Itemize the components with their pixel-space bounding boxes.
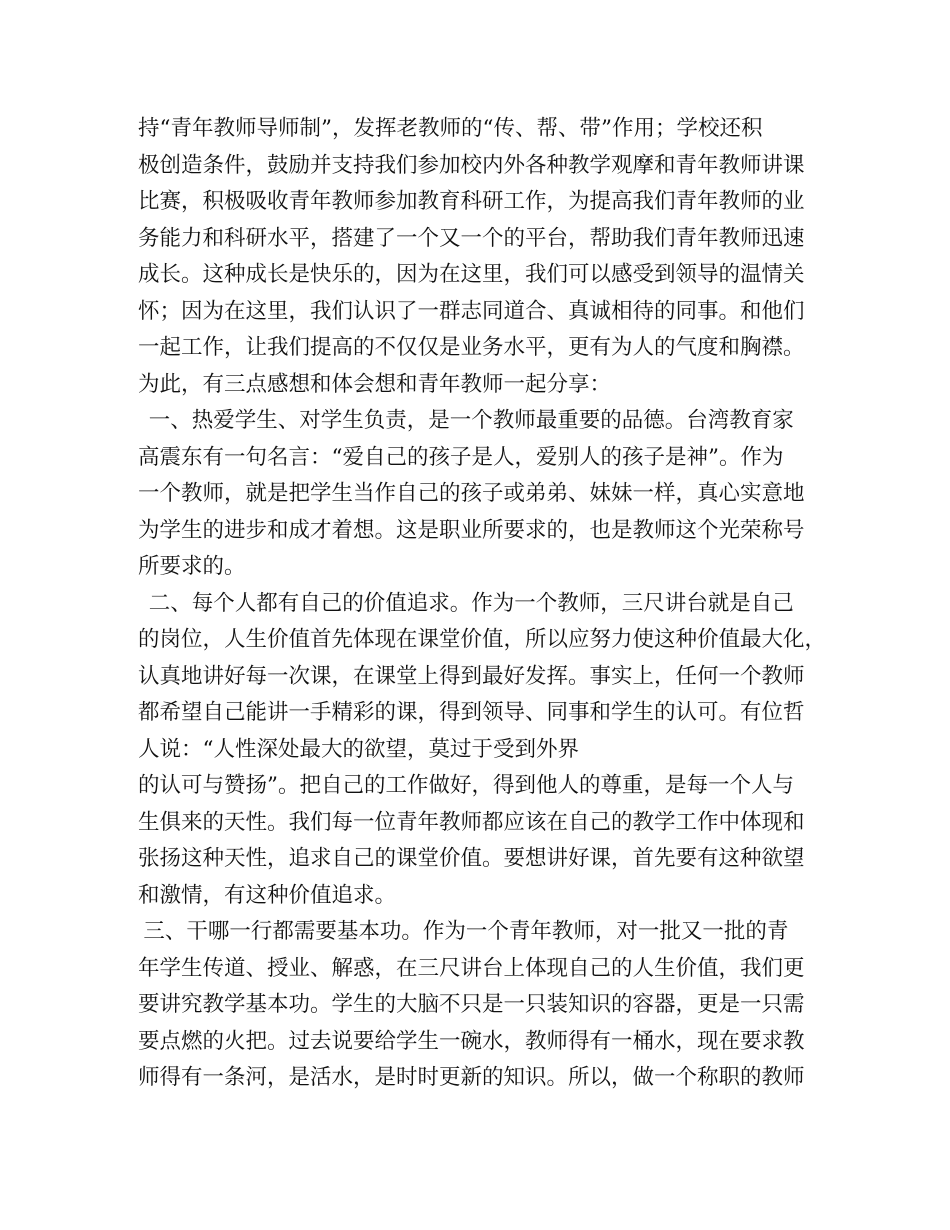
text-line: 高震东有一句名言：“爱自己的孩子是人，爱别人的孩子是神”。作为 bbox=[138, 444, 784, 470]
text-line: 二、每个人都有自己的价值追求。作为一个教师，三尺讲台就是自己 bbox=[148, 590, 794, 616]
text-line: 的认可与赞扬”。把自己的工作做好，得到他人的尊重，是每一个人与 bbox=[138, 773, 794, 798]
text-line: 一起工作，让我们提高的不仅仅是业务水平，更有为人的气度和胸襟。 bbox=[138, 335, 805, 360]
text-line: 人说：“人性深处最大的欲望，莫过于受到外界 bbox=[138, 736, 579, 762]
text-line: 都希望自己能讲一手精彩的课，得到领导、同事和学生的认可。有位哲 bbox=[138, 700, 805, 725]
text-line: 生俱来的天性。我们每一位青年教师都应该在自己的教学工作中体现和 bbox=[138, 809, 805, 835]
text-line: 三、干哪一行都需要基本功。作为一个青年教师，对一批又一批的青 bbox=[143, 919, 789, 944]
text-line: 为此，有三点感想和体会想和青年教师一起分享： bbox=[138, 371, 612, 397]
text-line: 年学生传道、授业、解惑，在三尺讲台上体现自己的人生价值，我们更 bbox=[138, 955, 805, 981]
text-line: 一、热爱学生、对学生负责，是一个教师最重要的品德。台湾教育家 bbox=[148, 408, 794, 433]
text-line: 极创造条件，鼓励并支持我们参加校内外各种教学观摩和青年教师讲课 bbox=[138, 152, 805, 178]
text-line: 为学生的进步和成才着想。这是职业所要求的，也是教师这个光荣称号 bbox=[138, 517, 805, 543]
text-line: 要讲究教学基本功。学生的大脑不只是一只装知识的容器，更是一只需 bbox=[138, 992, 805, 1017]
text-line: 要点燃的火把。过去说要给学生一碗水，教师得有一桶水，现在要求教 bbox=[138, 1028, 805, 1054]
text-line: 一个教师，就是把学生当作自己的孩子或弟弟、妹妹一样，真心实意地 bbox=[138, 481, 805, 506]
text-line: 怀；因为在这里，我们认识了一群志同道合、真诚相待的同事。和他们 bbox=[138, 298, 805, 324]
text-line: 和激情，有这种价值追求。 bbox=[138, 882, 397, 908]
text-line: 务能力和科研水平，搭建了一个又一个的平台，帮助我们青年教师迅速 bbox=[138, 225, 805, 251]
text-line: 所要求的。 bbox=[138, 554, 246, 579]
text-line: 成长。这种成长是快乐的，因为在这里，我们可以感受到领导的温情关 bbox=[138, 262, 805, 287]
document-body bbox=[138, 111, 828, 1097]
text-line: 认真地讲好每一次课，在课堂上得到最好发挥。事实上，任何一个教师 bbox=[138, 663, 805, 689]
text-line: 张扬这种天性，追求自己的课堂价值。要想讲好课，首先要有这种欲望 bbox=[138, 846, 805, 871]
text-line: 师得有一条河，是活水，是时时更新的知识。所以，做一个称职的教师 bbox=[138, 1065, 805, 1090]
text-line: 持“青年教师导师制”，发挥老教师的“传、帮、带”作用；学校还积 bbox=[138, 116, 763, 141]
text-line: 的岗位，人生价值首先体现在课堂价值，所以应努力使这种价值最大化， bbox=[138, 627, 827, 652]
text-line: 比赛，积极吸收青年教师参加教育科研工作，为提高我们青年教师的业 bbox=[138, 189, 805, 214]
